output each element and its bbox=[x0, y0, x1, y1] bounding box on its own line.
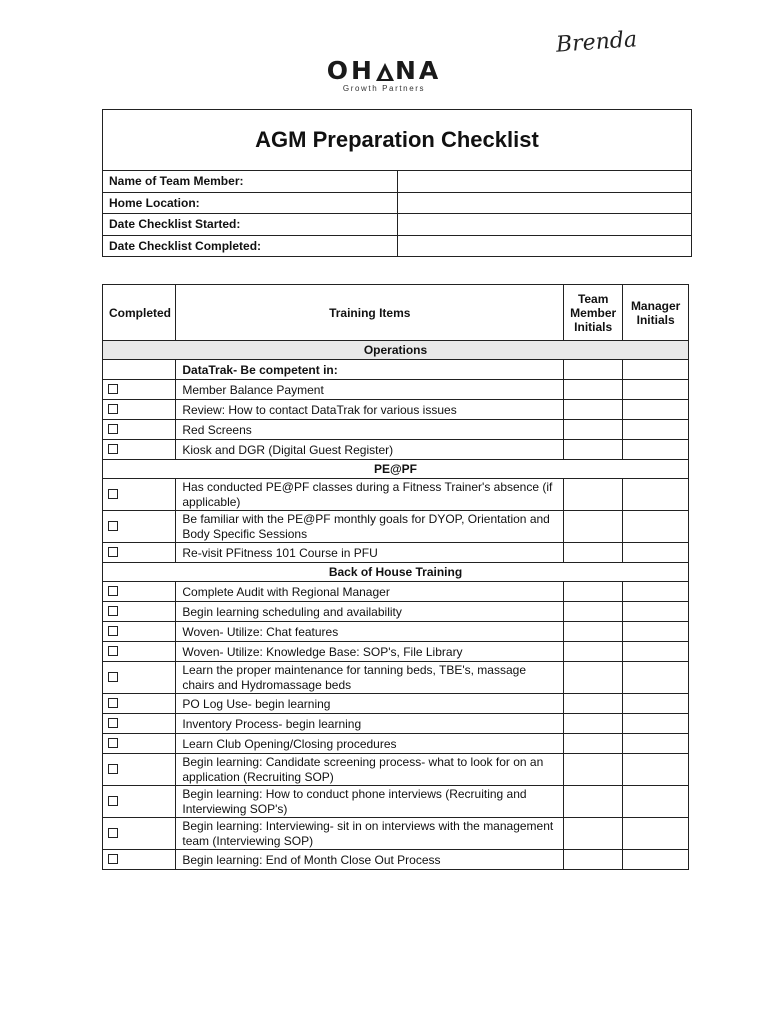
training-item: Complete Audit with Regional Manager bbox=[176, 582, 564, 602]
table-row bbox=[103, 694, 689, 714]
info-row-name bbox=[103, 171, 691, 193]
checkbox[interactable] bbox=[108, 444, 118, 454]
team-member-initials-cell[interactable] bbox=[564, 850, 623, 870]
team-member-initials-cell[interactable] bbox=[564, 714, 623, 734]
column-header-manager-initials: Manager Initials bbox=[623, 285, 689, 341]
team-member-initials-cell[interactable] bbox=[564, 360, 623, 380]
team-member-initials-cell[interactable] bbox=[564, 786, 623, 818]
checkbox-cell bbox=[103, 602, 176, 622]
table-row bbox=[103, 420, 689, 440]
manager-initials-cell[interactable] bbox=[623, 786, 689, 818]
table-row bbox=[103, 818, 689, 850]
training-item: Begin learning: How to conduct phone interviews (Recruiting and Interviewing SOP's) bbox=[176, 786, 564, 818]
team-member-initials-cell[interactable] bbox=[564, 602, 623, 622]
info-label: Date Checklist Completed: bbox=[103, 236, 398, 257]
training-item: Inventory Process- begin learning bbox=[176, 714, 564, 734]
table-row bbox=[103, 754, 689, 786]
manager-initials-cell[interactable] bbox=[623, 360, 689, 380]
team-member-initials-cell[interactable] bbox=[564, 380, 623, 400]
checkbox[interactable] bbox=[108, 424, 118, 434]
checkbox-cell bbox=[103, 622, 176, 642]
checkbox-cell bbox=[103, 380, 176, 400]
team-member-initials-cell[interactable] bbox=[564, 511, 623, 543]
table-row bbox=[103, 360, 689, 380]
info-row-started bbox=[103, 214, 691, 236]
checkbox[interactable] bbox=[108, 672, 118, 682]
checkbox[interactable] bbox=[108, 718, 118, 728]
table-row bbox=[103, 582, 689, 602]
training-item: PO Log Use- begin learning bbox=[176, 694, 564, 714]
table-row bbox=[103, 479, 689, 511]
checkbox[interactable] bbox=[108, 606, 118, 616]
checkbox-cell bbox=[103, 543, 176, 563]
checkbox-cell bbox=[103, 818, 176, 850]
section-row-operations bbox=[103, 341, 689, 360]
manager-initials-cell[interactable] bbox=[623, 511, 689, 543]
training-item: Begin learning scheduling and availability bbox=[176, 602, 564, 622]
checkbox-cell bbox=[103, 360, 176, 380]
info-value-field[interactable] bbox=[398, 171, 691, 192]
table-row bbox=[103, 602, 689, 622]
column-header-team-member-initials: Team Member Initials bbox=[564, 285, 623, 341]
section-title: PE@PF bbox=[103, 460, 689, 479]
team-member-initials-cell[interactable] bbox=[564, 694, 623, 714]
logo-tagline: Growth Partners bbox=[342, 84, 426, 93]
training-item: Has conducted PE@PF classes during a Fitness Trainer's absence (if applicable) bbox=[176, 479, 564, 511]
manager-initials-cell[interactable] bbox=[623, 734, 689, 754]
manager-initials-cell[interactable] bbox=[623, 543, 689, 563]
checkbox[interactable] bbox=[108, 586, 118, 596]
team-member-initials-cell[interactable] bbox=[564, 582, 623, 602]
manager-initials-cell[interactable] bbox=[623, 642, 689, 662]
manager-initials-cell[interactable] bbox=[623, 380, 689, 400]
checkbox[interactable] bbox=[108, 764, 118, 774]
checkbox-cell bbox=[103, 850, 176, 870]
table-header-row bbox=[103, 285, 689, 341]
team-member-initials-cell[interactable] bbox=[564, 400, 623, 420]
info-value-field[interactable] bbox=[398, 214, 691, 235]
checkbox[interactable] bbox=[108, 796, 118, 806]
checkbox-cell bbox=[103, 642, 176, 662]
training-item: Begin learning: End of Month Close Out Process bbox=[176, 850, 564, 870]
checkbox-cell bbox=[103, 754, 176, 786]
manager-initials-cell[interactable] bbox=[623, 818, 689, 850]
table-row bbox=[103, 786, 689, 818]
table-row bbox=[103, 400, 689, 420]
info-label: Date Checklist Started: bbox=[103, 214, 398, 235]
training-item: Be familiar with the PE@PF monthly goals for DYOP, Orientation and Body Specific Sessions bbox=[176, 511, 564, 543]
training-item: Learn Club Opening/Closing procedures bbox=[176, 734, 564, 754]
manager-initials-cell[interactable] bbox=[623, 714, 689, 734]
manager-initials-cell[interactable] bbox=[623, 440, 689, 460]
section-title: Operations bbox=[103, 341, 689, 360]
checkbox[interactable] bbox=[108, 854, 118, 864]
section-title: Back of House Training bbox=[103, 563, 689, 582]
training-item: Begin learning: Candidate screening process- what to look for on an application (Recruiting SOP) bbox=[176, 754, 564, 786]
info-row-location bbox=[103, 193, 691, 215]
manager-initials-cell[interactable] bbox=[623, 400, 689, 420]
logo-triangle-icon bbox=[376, 63, 394, 81]
column-header-completed: Completed bbox=[103, 285, 176, 341]
checkbox[interactable] bbox=[108, 489, 118, 499]
team-member-initials-cell[interactable] bbox=[564, 662, 623, 694]
info-value-field[interactable] bbox=[398, 236, 691, 257]
checklist-table bbox=[102, 284, 689, 870]
training-item: Woven- Utilize: Knowledge Base: SOP's, File Library bbox=[176, 642, 564, 662]
training-item: Red Screens bbox=[176, 420, 564, 440]
training-item: Re-visit PFitness 101 Course in PFU bbox=[176, 543, 564, 563]
checkbox-cell bbox=[103, 714, 176, 734]
info-value-field[interactable] bbox=[398, 193, 691, 214]
checkbox-cell bbox=[103, 479, 176, 511]
training-item: Member Balance Payment bbox=[176, 380, 564, 400]
table-row bbox=[103, 440, 689, 460]
company-logo bbox=[0, 56, 768, 93]
column-header-training-items: Training Items bbox=[176, 285, 564, 341]
checkbox-cell bbox=[103, 420, 176, 440]
checkbox[interactable] bbox=[108, 828, 118, 838]
info-label: Name of Team Member: bbox=[103, 171, 398, 192]
checkbox[interactable] bbox=[108, 626, 118, 636]
team-member-initials-cell[interactable] bbox=[564, 754, 623, 786]
checkbox-cell bbox=[103, 694, 176, 714]
info-row-completed bbox=[103, 236, 691, 257]
checkbox-cell bbox=[103, 582, 176, 602]
manager-initials-cell[interactable] bbox=[623, 479, 689, 511]
page-title: AGM Preparation Checklist bbox=[103, 110, 691, 171]
training-item: Kiosk and DGR (Digital Guest Register) bbox=[176, 440, 564, 460]
manager-initials-cell[interactable] bbox=[623, 754, 689, 786]
team-member-initials-cell[interactable] bbox=[564, 734, 623, 754]
team-member-initials-cell[interactable] bbox=[564, 543, 623, 563]
section-row-pe-at-pf bbox=[103, 460, 689, 479]
training-item: Review: How to contact DataTrak for various issues bbox=[176, 400, 564, 420]
table-row bbox=[103, 662, 689, 694]
manager-initials-cell[interactable] bbox=[623, 602, 689, 622]
table-row bbox=[103, 622, 689, 642]
training-item: Woven- Utilize: Chat features bbox=[176, 622, 564, 642]
team-member-initials-cell[interactable] bbox=[564, 622, 623, 642]
checkbox[interactable] bbox=[108, 521, 118, 531]
manager-initials-cell[interactable] bbox=[623, 622, 689, 642]
team-member-initials-cell[interactable] bbox=[564, 642, 623, 662]
team-member-initials-cell[interactable] bbox=[564, 479, 623, 511]
manager-initials-cell[interactable] bbox=[623, 582, 689, 602]
checkbox[interactable] bbox=[108, 404, 118, 414]
training-item: Learn the proper maintenance for tanning beds, TBE's, massage chairs and Hydromassage beds bbox=[176, 662, 564, 694]
manager-initials-cell[interactable] bbox=[623, 694, 689, 714]
checkbox[interactable] bbox=[108, 384, 118, 394]
checkbox-cell bbox=[103, 511, 176, 543]
checkbox-cell bbox=[103, 734, 176, 754]
manager-initials-cell[interactable] bbox=[623, 420, 689, 440]
checkbox-cell bbox=[103, 440, 176, 460]
checkbox[interactable] bbox=[108, 738, 118, 748]
table-row bbox=[103, 511, 689, 543]
table-row bbox=[103, 380, 689, 400]
manager-initials-cell[interactable] bbox=[623, 850, 689, 870]
checkbox-cell bbox=[103, 786, 176, 818]
table-row bbox=[103, 714, 689, 734]
info-label: Home Location: bbox=[103, 193, 398, 214]
team-member-initials-cell[interactable] bbox=[564, 420, 623, 440]
logo-brand: OH NA bbox=[326, 56, 442, 85]
header-box bbox=[102, 109, 692, 257]
checkbox[interactable] bbox=[108, 646, 118, 656]
table-row bbox=[103, 734, 689, 754]
section-row-back-of-house bbox=[103, 563, 689, 582]
table-row bbox=[103, 642, 689, 662]
checkbox[interactable] bbox=[108, 547, 118, 557]
table-row bbox=[103, 543, 689, 563]
training-item: DataTrak- Be competent in: bbox=[176, 360, 564, 380]
checkbox[interactable] bbox=[108, 698, 118, 708]
training-item: Begin learning: Interviewing- sit in on interviews with the management team (Interviewing SOP) bbox=[176, 818, 564, 850]
team-member-initials-cell[interactable] bbox=[564, 440, 623, 460]
manager-initials-cell[interactable] bbox=[623, 662, 689, 694]
checkbox-cell bbox=[103, 400, 176, 420]
team-member-initials-cell[interactable] bbox=[564, 818, 623, 850]
handwritten-signature: Brenda bbox=[555, 27, 638, 58]
checkbox-cell bbox=[103, 662, 176, 694]
table-row bbox=[103, 850, 689, 870]
